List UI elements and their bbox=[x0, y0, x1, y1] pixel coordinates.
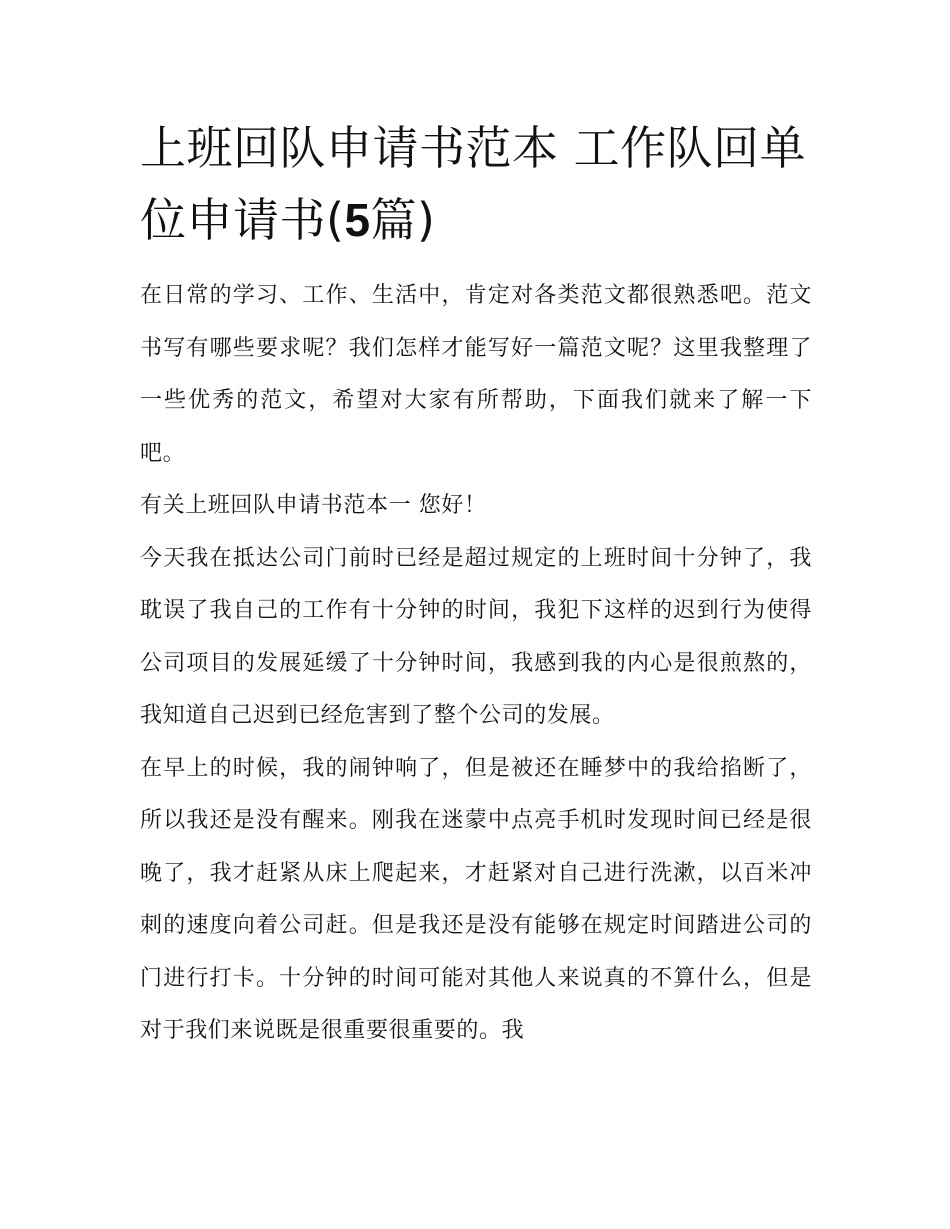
body-paragraph-late-arrival: 今天我在抵达公司门前时已经是超过规定的上班时间十分钟了，我耽误了我自己的工作有十分钟的时间，我犯下这样的迟到行为使得公司项目的发展延缓了十分钟时间，我感到我的内心是很煎熬的，我知道自己迟到已经危害到了整个公司的发展。 bbox=[140, 545, 812, 728]
document-title bbox=[140, 112, 812, 256]
section-heading-paragraph: 有关上班回队申请书范本一 您好！ bbox=[140, 493, 487, 518]
body-paragraph-morning: 在早上的时候，我的闹钟响了，但是被还在睡梦中的我给掐断了，所以我还是没有醒来。刚我在迷蒙中点亮手机时发现时间已经是很晚了，我才赶紧从床上爬起来，才赶紧对自己进行洗漱，以百米冲刺的速度向着公司赶。但是我还是没有能够在规定时间踏进公司的门进行打卡。十分钟的时间可能对其他人来说真的不算什么，但是对于我们来说既是很重要很重要的。我 bbox=[140, 755, 812, 1043]
intro-paragraph: 在日常的学习、工作、生活中，肯定对各类范文都很熟悉吧。范文书写有哪些要求呢？我们怎样才能写好一篇范文呢？这里我整理了一些优秀的范文，希望对大家有所帮助，下面我们就来了解一下吧。 bbox=[140, 283, 812, 466]
title-text-part1: 上班回队申请书范本 工作队回单位申请书( bbox=[140, 121, 807, 247]
document-content bbox=[140, 112, 812, 1058]
title-count-number: 5 bbox=[344, 194, 371, 246]
title-text-part2: 篇) bbox=[370, 193, 436, 247]
